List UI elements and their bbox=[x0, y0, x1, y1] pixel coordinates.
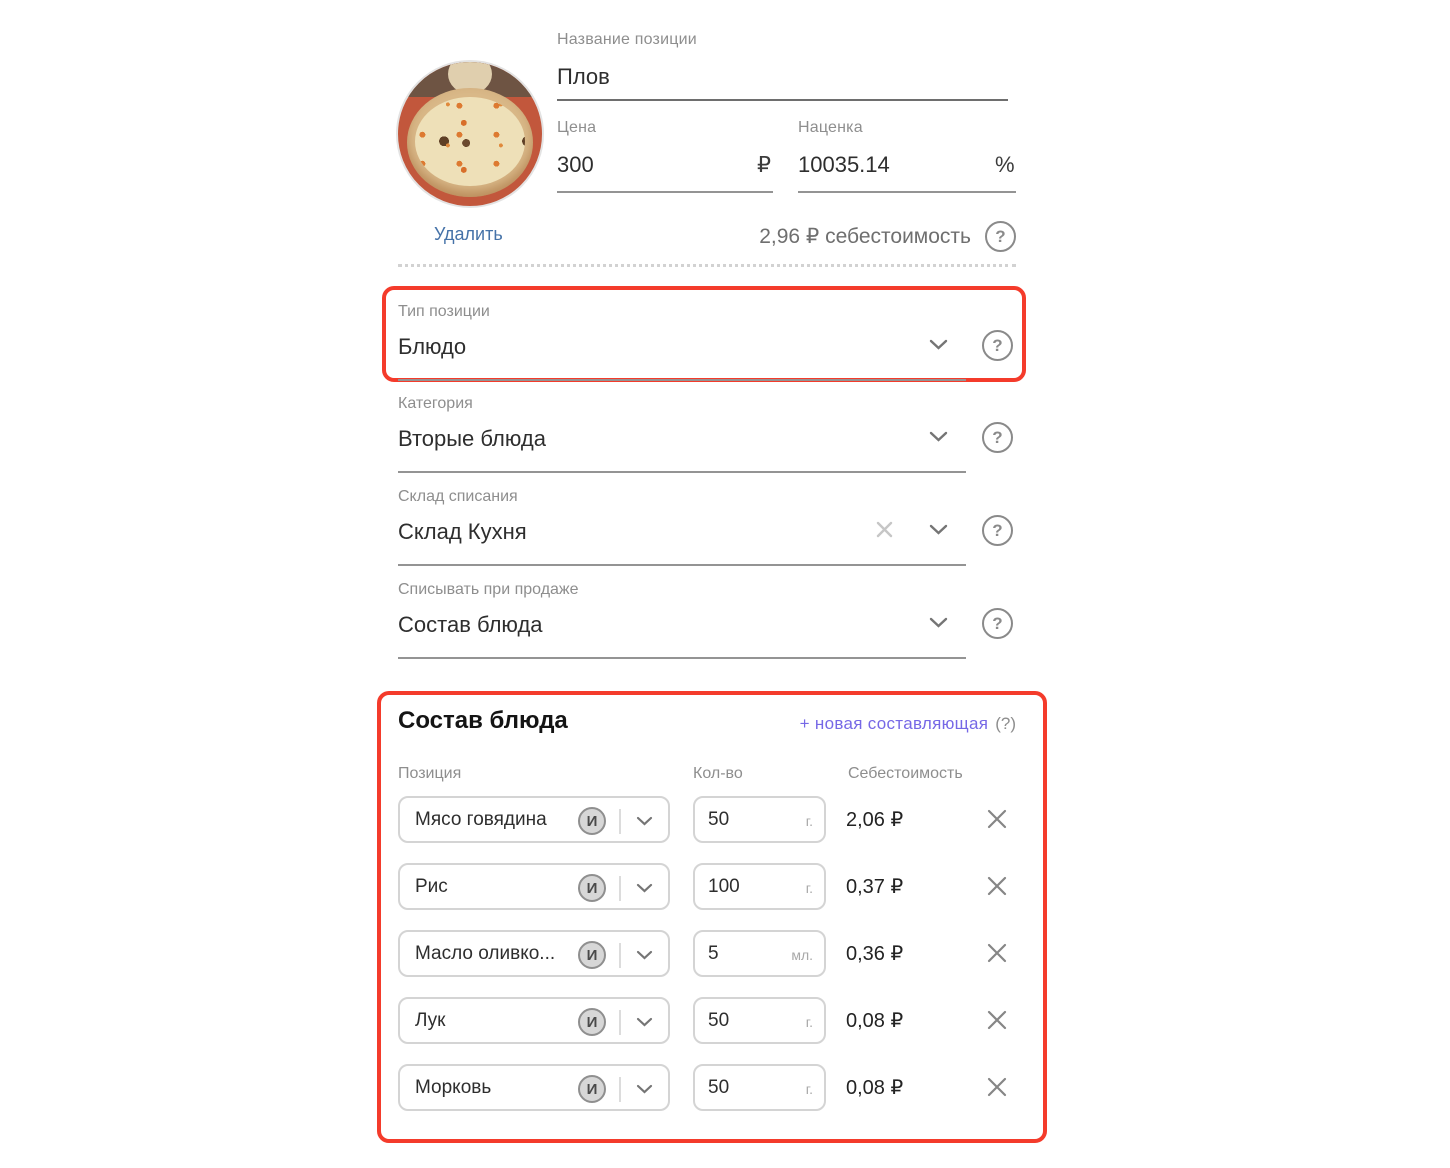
add-ingredient-row bbox=[800, 714, 1016, 734]
qty-input-box[interactable] bbox=[693, 1064, 826, 1111]
qty-unit: г. bbox=[805, 1014, 813, 1030]
clear-icon[interactable] bbox=[876, 521, 893, 538]
chevron-down-icon[interactable] bbox=[929, 617, 948, 628]
name-underline bbox=[557, 99, 1008, 101]
markup-underline bbox=[798, 191, 1016, 193]
row-cost: 0,08 ₽ bbox=[846, 1010, 904, 1032]
qty-input-box[interactable] bbox=[693, 930, 826, 977]
field-underline bbox=[398, 471, 966, 473]
qty-input-box[interactable] bbox=[693, 997, 826, 1044]
field-label: Тип позиции bbox=[398, 303, 490, 320]
name-label: Название позиции bbox=[557, 31, 697, 48]
chevron-down-icon[interactable] bbox=[929, 524, 948, 535]
help-icon[interactable]: ? bbox=[982, 515, 1013, 546]
ingredient-badge-icon: И bbox=[578, 807, 606, 835]
delete-button[interactable]: Удалить bbox=[434, 224, 503, 244]
field-label: Списывать при продаже bbox=[398, 581, 579, 598]
write-off-select[interactable]: Состав блюда bbox=[398, 612, 543, 637]
ingredient-name: Масло оливко... bbox=[415, 943, 556, 964]
ingredient-name: Рис bbox=[415, 876, 448, 897]
ingredient-row bbox=[398, 863, 1028, 910]
field-item-type bbox=[398, 303, 1014, 381]
ingredient-badge-icon: И bbox=[578, 1008, 606, 1036]
storage-select[interactable]: Склад Кухня bbox=[398, 519, 527, 544]
help-icon[interactable]: ? bbox=[982, 330, 1013, 361]
field-underline bbox=[398, 564, 966, 566]
remove-row-icon[interactable] bbox=[986, 1009, 1008, 1031]
ingredient-select[interactable] bbox=[398, 796, 670, 843]
qty-unit: г. bbox=[805, 813, 813, 829]
chevron-down-icon[interactable] bbox=[636, 883, 653, 893]
select-divider bbox=[619, 876, 621, 901]
qty-value: 50 bbox=[708, 1010, 730, 1031]
price-currency: ₽ bbox=[757, 152, 771, 177]
field-label: Склад списания bbox=[398, 488, 518, 505]
photo-rice bbox=[415, 97, 524, 186]
markup-label: Наценка bbox=[798, 119, 863, 136]
add-help-icon[interactable]: (?) bbox=[995, 714, 1016, 733]
qty-value: 100 bbox=[708, 876, 740, 897]
qty-unit: г. bbox=[805, 880, 813, 896]
row-cost: 0,36 ₽ bbox=[846, 943, 904, 965]
ingredient-select[interactable] bbox=[398, 1064, 670, 1111]
ingredient-select[interactable] bbox=[398, 997, 670, 1044]
composition-title: Состав блюда bbox=[398, 707, 568, 734]
cost-summary-text: 2,96 ₽ себестоимость bbox=[759, 225, 971, 248]
qty-value: 50 bbox=[708, 809, 730, 830]
select-divider bbox=[619, 809, 621, 834]
cost-help-icon[interactable]: ? bbox=[985, 221, 1016, 252]
price-underline bbox=[557, 191, 773, 193]
field-underline bbox=[398, 657, 966, 659]
ingredient-row bbox=[398, 930, 1028, 977]
chevron-down-icon[interactable] bbox=[636, 1084, 653, 1094]
field-write-off-storage bbox=[398, 488, 1014, 566]
qty-value: 50 bbox=[708, 1077, 730, 1098]
row-cost: 2,06 ₽ bbox=[846, 809, 904, 831]
field-label: Категория bbox=[398, 395, 473, 412]
ingredient-name: Морковь bbox=[415, 1077, 492, 1098]
remove-row-icon[interactable] bbox=[986, 875, 1008, 897]
dish-photo[interactable] bbox=[396, 60, 544, 208]
qty-unit: мл. bbox=[791, 947, 813, 963]
remove-row-icon[interactable] bbox=[986, 942, 1008, 964]
chevron-down-icon[interactable] bbox=[636, 816, 653, 826]
remove-row-icon[interactable] bbox=[986, 808, 1008, 830]
qty-input-box[interactable] bbox=[693, 796, 826, 843]
price-label: Цена bbox=[557, 119, 597, 136]
column-header-qty: Кол-во bbox=[693, 765, 743, 782]
add-ingredient-button[interactable]: + новая составляющая bbox=[799, 714, 989, 733]
help-icon[interactable]: ? bbox=[982, 608, 1013, 639]
item-type-select[interactable]: Блюдо bbox=[398, 334, 467, 359]
ingredient-row bbox=[398, 1064, 1028, 1111]
row-cost: 0,37 ₽ bbox=[846, 876, 904, 898]
markup-input[interactable]: 10035.14 bbox=[798, 152, 890, 177]
column-header-cost: Себестоимость bbox=[848, 765, 963, 782]
field-underline bbox=[398, 379, 966, 381]
column-header-position: Позиция bbox=[398, 765, 462, 782]
help-icon[interactable]: ? bbox=[982, 422, 1013, 453]
ingredient-name: Лук bbox=[415, 1010, 446, 1031]
qty-unit: г. bbox=[805, 1081, 813, 1097]
cost-summary-row bbox=[759, 221, 1016, 252]
chevron-down-icon[interactable] bbox=[929, 431, 948, 442]
chevron-down-icon[interactable] bbox=[636, 950, 653, 960]
ingredient-row bbox=[398, 796, 1028, 843]
remove-row-icon[interactable] bbox=[986, 1076, 1008, 1098]
qty-value: 5 bbox=[708, 943, 719, 964]
ingredient-select[interactable] bbox=[398, 930, 670, 977]
row-cost: 0,08 ₽ bbox=[846, 1077, 904, 1099]
qty-input-box[interactable] bbox=[693, 863, 826, 910]
select-divider bbox=[619, 1010, 621, 1035]
select-divider bbox=[619, 1077, 621, 1102]
chevron-down-icon[interactable] bbox=[636, 1017, 653, 1027]
price-input[interactable]: 300 bbox=[557, 152, 594, 177]
category-select[interactable]: Вторые блюда bbox=[398, 426, 546, 451]
select-divider bbox=[619, 943, 621, 968]
chevron-down-icon[interactable] bbox=[929, 339, 948, 350]
ingredient-badge-icon: И bbox=[578, 1075, 606, 1103]
name-input[interactable]: Плов bbox=[557, 64, 610, 89]
ingredient-row bbox=[398, 997, 1028, 1044]
field-category bbox=[398, 395, 1014, 473]
ingredient-badge-icon: И bbox=[578, 874, 606, 902]
dotted-divider bbox=[398, 264, 1016, 267]
field-write-off-method bbox=[398, 581, 1014, 659]
ingredient-select[interactable] bbox=[398, 863, 670, 910]
ingredient-badge-icon: И bbox=[578, 941, 606, 969]
markup-percent: % bbox=[995, 152, 1015, 177]
ingredient-name: Мясо говядина bbox=[415, 809, 547, 830]
